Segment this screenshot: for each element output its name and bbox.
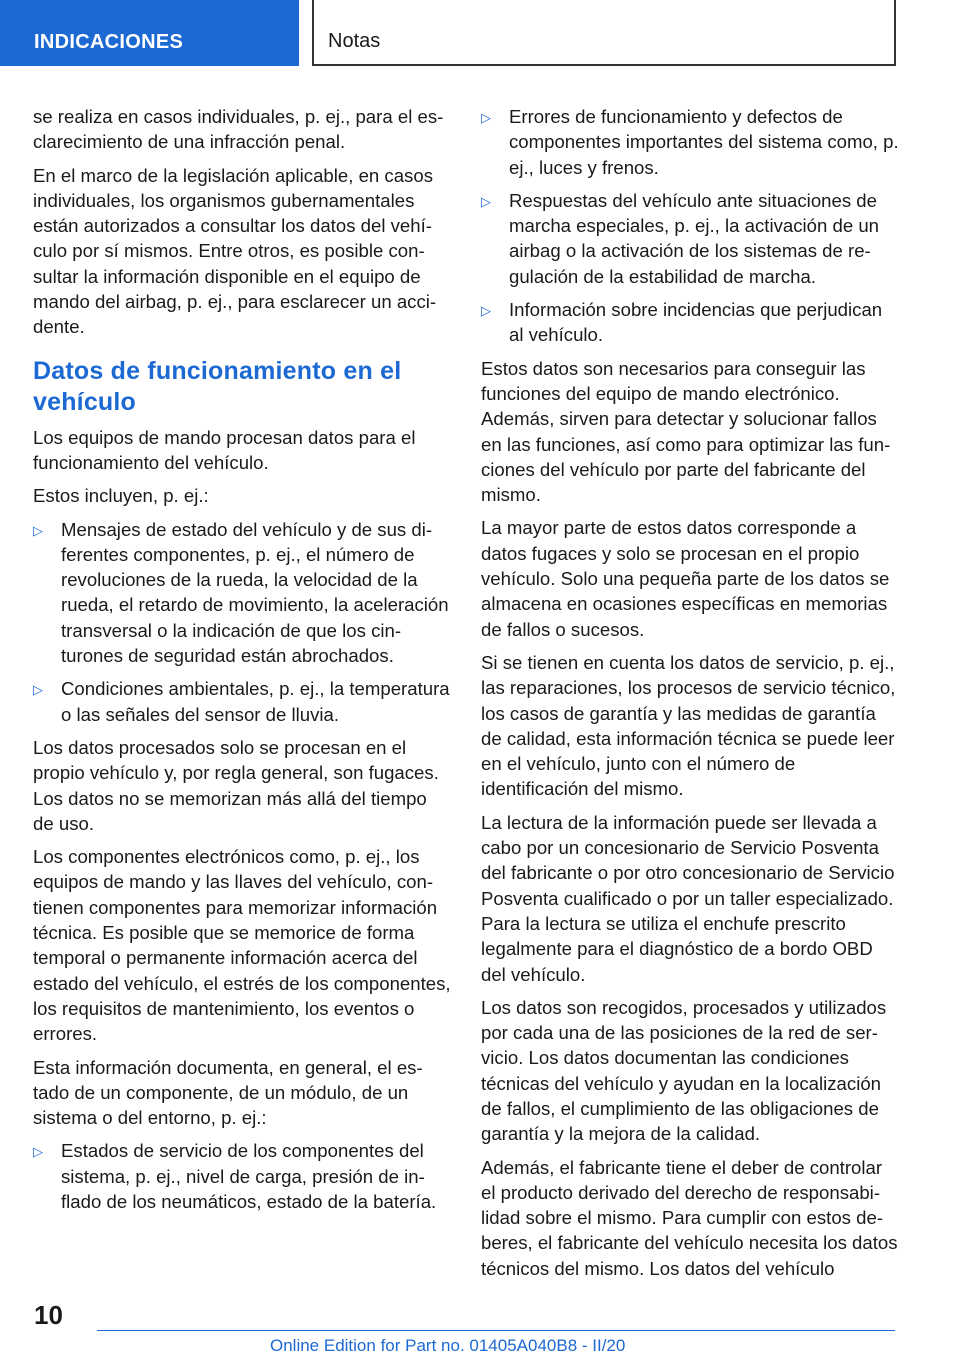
bullet-list bbox=[481, 104, 899, 348]
list-item bbox=[33, 1138, 451, 1214]
bullet-list bbox=[33, 517, 451, 727]
paragraph: La mayor parte de estos datos corresponde a datos fugaces y solo se procesan en el propio vehículo. Solo una pequeña parte de los datos se almacena en ocasiones específicas en memorias de fallos o sucesos. bbox=[481, 517, 890, 640]
list-item bbox=[33, 676, 451, 727]
triangle-bullet-icon: ▷ bbox=[481, 193, 491, 209]
footer-divider bbox=[97, 1330, 895, 1331]
list-item bbox=[481, 104, 899, 180]
paragraph: En el marco de la legislación aplicable, en casos individuales, los organismos gubernamentales están autorizados a consultar los datos del vehículo por sí mismos. Entre otros, es posible consultar la información disponible en el equipo de mando del airbag, p. ej., para esclarecer un accidente. bbox=[33, 164, 437, 338]
triangle-bullet-icon: ▷ bbox=[481, 303, 491, 319]
paragraph: Además, el fabricante tiene el deber de controlar el producto derivado del derecho de responsabilidad sobre el mismo. Para cumplir con estos deberes, el fabricante del vehículo necesita los datos técnicos del mismo. Los datos del vehículo bbox=[481, 1156, 898, 1279]
subsection-title: Notas bbox=[328, 30, 381, 52]
triangle-bullet-icon: ▷ bbox=[33, 1144, 43, 1160]
paragraph: Si se tienen en cuenta los datos de servicio, p. ej., las reparaciones, los procesos de servicio técnico, los casos de garantía y las medidas de garantía de calidad, esta información técnica se puede leer en el vehículo, junto con el número de identificación del mismo. bbox=[481, 651, 896, 800]
paragraph: Estos datos son necesarios para conseguir las funciones del equipo de mando electrónico. Además, sirven para detectar y solucionar fallos en las funciones, así como para optimizar las funciones del vehículo por parte del fabricante del mismo. bbox=[481, 357, 891, 506]
section-tab: INDICACIONES bbox=[0, 0, 299, 66]
paragraph: La lectura de la información puede ser llevada a cabo por un concesionario de Servicio Posventa del fabricante o por otro concesionario de Servicio Posventa cualificado o por un taller especializado. Para la lectura se utiliza el enchufe prescrito legalmente para el diagnóstico de a bordo OBD del vehículo. bbox=[481, 811, 895, 985]
list-item-text: Errores de funcionamiento y defectos de componentes importantes del sistema como, p. ej., luces y frenos. bbox=[509, 106, 899, 178]
list-item bbox=[481, 188, 899, 289]
subsection-box bbox=[312, 0, 896, 66]
bullet-list bbox=[33, 1138, 451, 1214]
triangle-bullet-icon: ▷ bbox=[33, 522, 43, 538]
footer-edition-text: Online Edition for Part no. 01405A040B8 - II/20 bbox=[270, 1336, 626, 1355]
triangle-bullet-icon: ▷ bbox=[481, 110, 491, 125]
paragraph: Los datos son recogidos, procesados y utilizados por cada una de las posiciones de la red de servicio. Los datos documentan las condiciones técnicas del vehículo y ayudan en la localización de fallos, el cumplimiento de las obligaciones de garantía y la mejora de la calidad. bbox=[481, 996, 887, 1145]
paragraph: Los componentes electrónicos como, p. ej., los equipos de mando y las llaves del vehículo, contienen componentes para memorizar información técnica. Es posible que se memorice de forma temporal o permanente información acerca del estado del vehículo, el estrés de los componentes, los requisitos de mantenimiento, los eventos o errores. bbox=[33, 846, 451, 1045]
paragraph: Esta información documenta, en general, el estado de un componente, de un módulo, de un sistema o del entorno, p. ej.: bbox=[33, 1056, 423, 1129]
list-item-text: Condiciones ambientales, p. ej., la temperatura o las señales del sensor de lluvia. bbox=[61, 678, 450, 725]
list-item-text: Información sobre incidencias que perjudican al vehículo. bbox=[509, 299, 883, 346]
page-header bbox=[0, 0, 960, 66]
left-column bbox=[33, 104, 451, 1222]
list-item-text: Mensajes de estado del vehículo y de sus diferentes componentes, p. ej., el número de revoluciones de la rueda, la velocidad de la rueda, el retardo de movimiento, la aceleración transversal o la indicación de que los cinturones de seguridad están abrochados. bbox=[61, 518, 449, 667]
list-item bbox=[481, 297, 899, 348]
list-item bbox=[33, 517, 451, 669]
page-number: 10 bbox=[34, 1300, 63, 1330]
paragraph: Los equipos de mando procesan datos para el funcionamiento del vehículo. bbox=[33, 426, 416, 473]
paragraph: Estos incluyen, p. ej.: bbox=[33, 485, 209, 507]
right-column bbox=[481, 104, 899, 1289]
list-item-text: Estados de servicio de los componentes del sistema, p. ej., nivel de carga, presión de inflado de los neumáticos, estado de la batería. bbox=[61, 1140, 437, 1212]
list-item-text: Respuestas del vehículo ante situaciones de marcha especiales, p. ej., la activación de un airbag o la activación de los sistemas de regulación de la estabilidad de marcha. bbox=[509, 189, 880, 287]
section-heading: Datos de funcionamiento en el vehículo bbox=[33, 356, 402, 416]
paragraph: Los datos procesados solo se procesan en el propio vehículo y, por regla general, son fugaces. Los datos no se memorizan más allá del tiempo de uso. bbox=[33, 736, 439, 834]
paragraph: se realiza en casos individuales, p. ej., para el esclarecimiento de una infracción penal. bbox=[33, 106, 444, 153]
triangle-bullet-icon: ▷ bbox=[33, 682, 43, 698]
